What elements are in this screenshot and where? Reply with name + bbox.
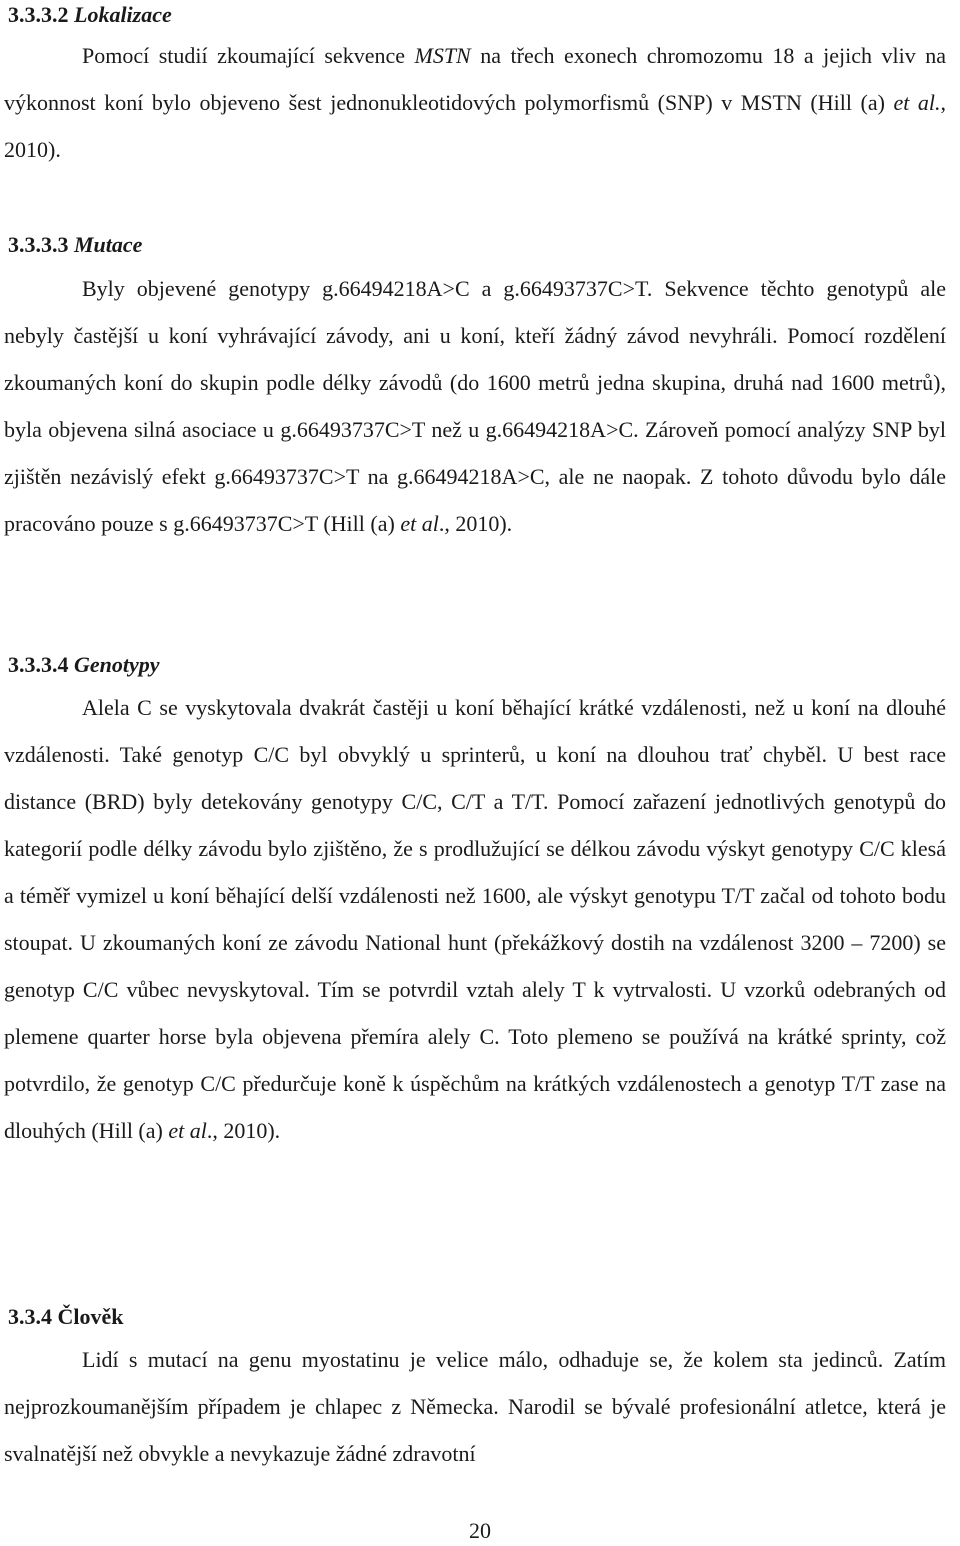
text-run: , 2010). bbox=[4, 90, 946, 162]
text-run: Pomocí studií zkoumající sekvence bbox=[82, 43, 415, 68]
section-title: Lokalizace bbox=[74, 2, 172, 27]
section-number: 3.3.3.3 bbox=[8, 232, 69, 257]
text-run: Lidí s mutací na genu myostatinu je velice málo, odhaduje se, že kolem sta jedinců. Zatím nejprozkoumanějším případem je chlapec z Německa. Narodil se bývalé profesionální atletce, která je svalnatější než obvykle a nevykazuje žádné zdravotní bbox=[4, 1347, 946, 1466]
text-run: Byly objevené genotypy g.66494218A>C a g.66493737C>T. Sekvence těchto genotypů ale nebyly častější u koní vyhrávající závody, ani u koní, kteří žádný závod nevyhráli. Pomocí rozdělení zkoumaných koní do skupin podle délky závodů (do 1600 metrů jedna skupina, druhá nad 1600 metrů), byla objevena silná asociace u g.66493737C>T než u g.66494218A>C. Zároveň pomocí analýzy SNP byl zjištěn nezávislý efekt g.66493737C>T na g.66494218A>C, ale ne naopak. Z tohoto důvodu bylo dále pracováno pouze s g.66493737C>T (Hill (a) bbox=[4, 276, 946, 536]
paragraph-lokalizace bbox=[4, 32, 946, 173]
section-number: 3.3.4 bbox=[8, 1304, 52, 1329]
text-run: ., 2010). bbox=[438, 511, 513, 536]
paragraph-genotypy bbox=[4, 684, 946, 1154]
text-run: na třech exonech chromozomu 18 a jejich vliv na výkonnost koní bylo objeveno šest jednonukleotidových polymorfismů (SNP) v MSTN (Hill (a) bbox=[4, 43, 946, 115]
paragraph-mutace bbox=[4, 265, 946, 547]
text-run: ., 2010). bbox=[206, 1118, 281, 1143]
section-heading-clovek bbox=[8, 1304, 124, 1330]
section-heading-lokalizace bbox=[8, 2, 172, 28]
paragraph-clovek bbox=[4, 1336, 946, 1477]
italic-text-run: MSTN bbox=[414, 43, 471, 68]
section-number: 3.3.3.2 bbox=[8, 2, 69, 27]
section-heading-mutace bbox=[8, 232, 142, 258]
section-title: Člověk bbox=[57, 1304, 124, 1329]
italic-text-run: et al. bbox=[893, 90, 941, 115]
page-number: 20 bbox=[469, 1518, 491, 1543]
section-number: 3.3.3.4 bbox=[8, 652, 69, 677]
section-title: Mutace bbox=[74, 232, 143, 257]
document-page bbox=[4, 0, 944, 1546]
section-heading-genotypy bbox=[8, 652, 160, 678]
section-title: Genotypy bbox=[74, 652, 160, 677]
italic-text-run: et al bbox=[168, 1118, 207, 1143]
italic-text-run: et al bbox=[400, 511, 439, 536]
text-run: Alela C se vyskytovala dvakrát častěji u koní běhající krátké vzdálenosti, než u koní na dlouhé vzdálenosti. Také genotyp C/C byl obvyklý u sprinterů, u koní na dlouhou trať chyběl. U best race distance (BRD) byly detekovány genotypy C/C, C/T a T/T. Pomocí zařazení jednotlivých genotypů do kategorií podle délky závodu bylo zjištěno, že s prodlužující se délkou závodu výskyt genotypy C/C klesá a téměř vymizel u koní běhající delší vzdálenosti než 1600, ale výskyt genotypu T/T začal od tohoto bodu stoupat. U zkoumaných koní ze závodu National hunt (překážkový dostih na vzdálenost 3200 – 7200) se genotyp C/C vůbec nevyskytoval. Tím se potvrdil vztah alely T k vytrvalosti. U vzorků odebraných od plemene quarter horse byla objevena přemíra alely C. Toto plemeno se používá na krátké sprinty, což potvrdilo, že genotyp C/C předurčuje koně k úspěchům na krátkých vzdálenostech a genotyp T/T zase na dlouhých (Hill (a) bbox=[4, 695, 946, 1143]
